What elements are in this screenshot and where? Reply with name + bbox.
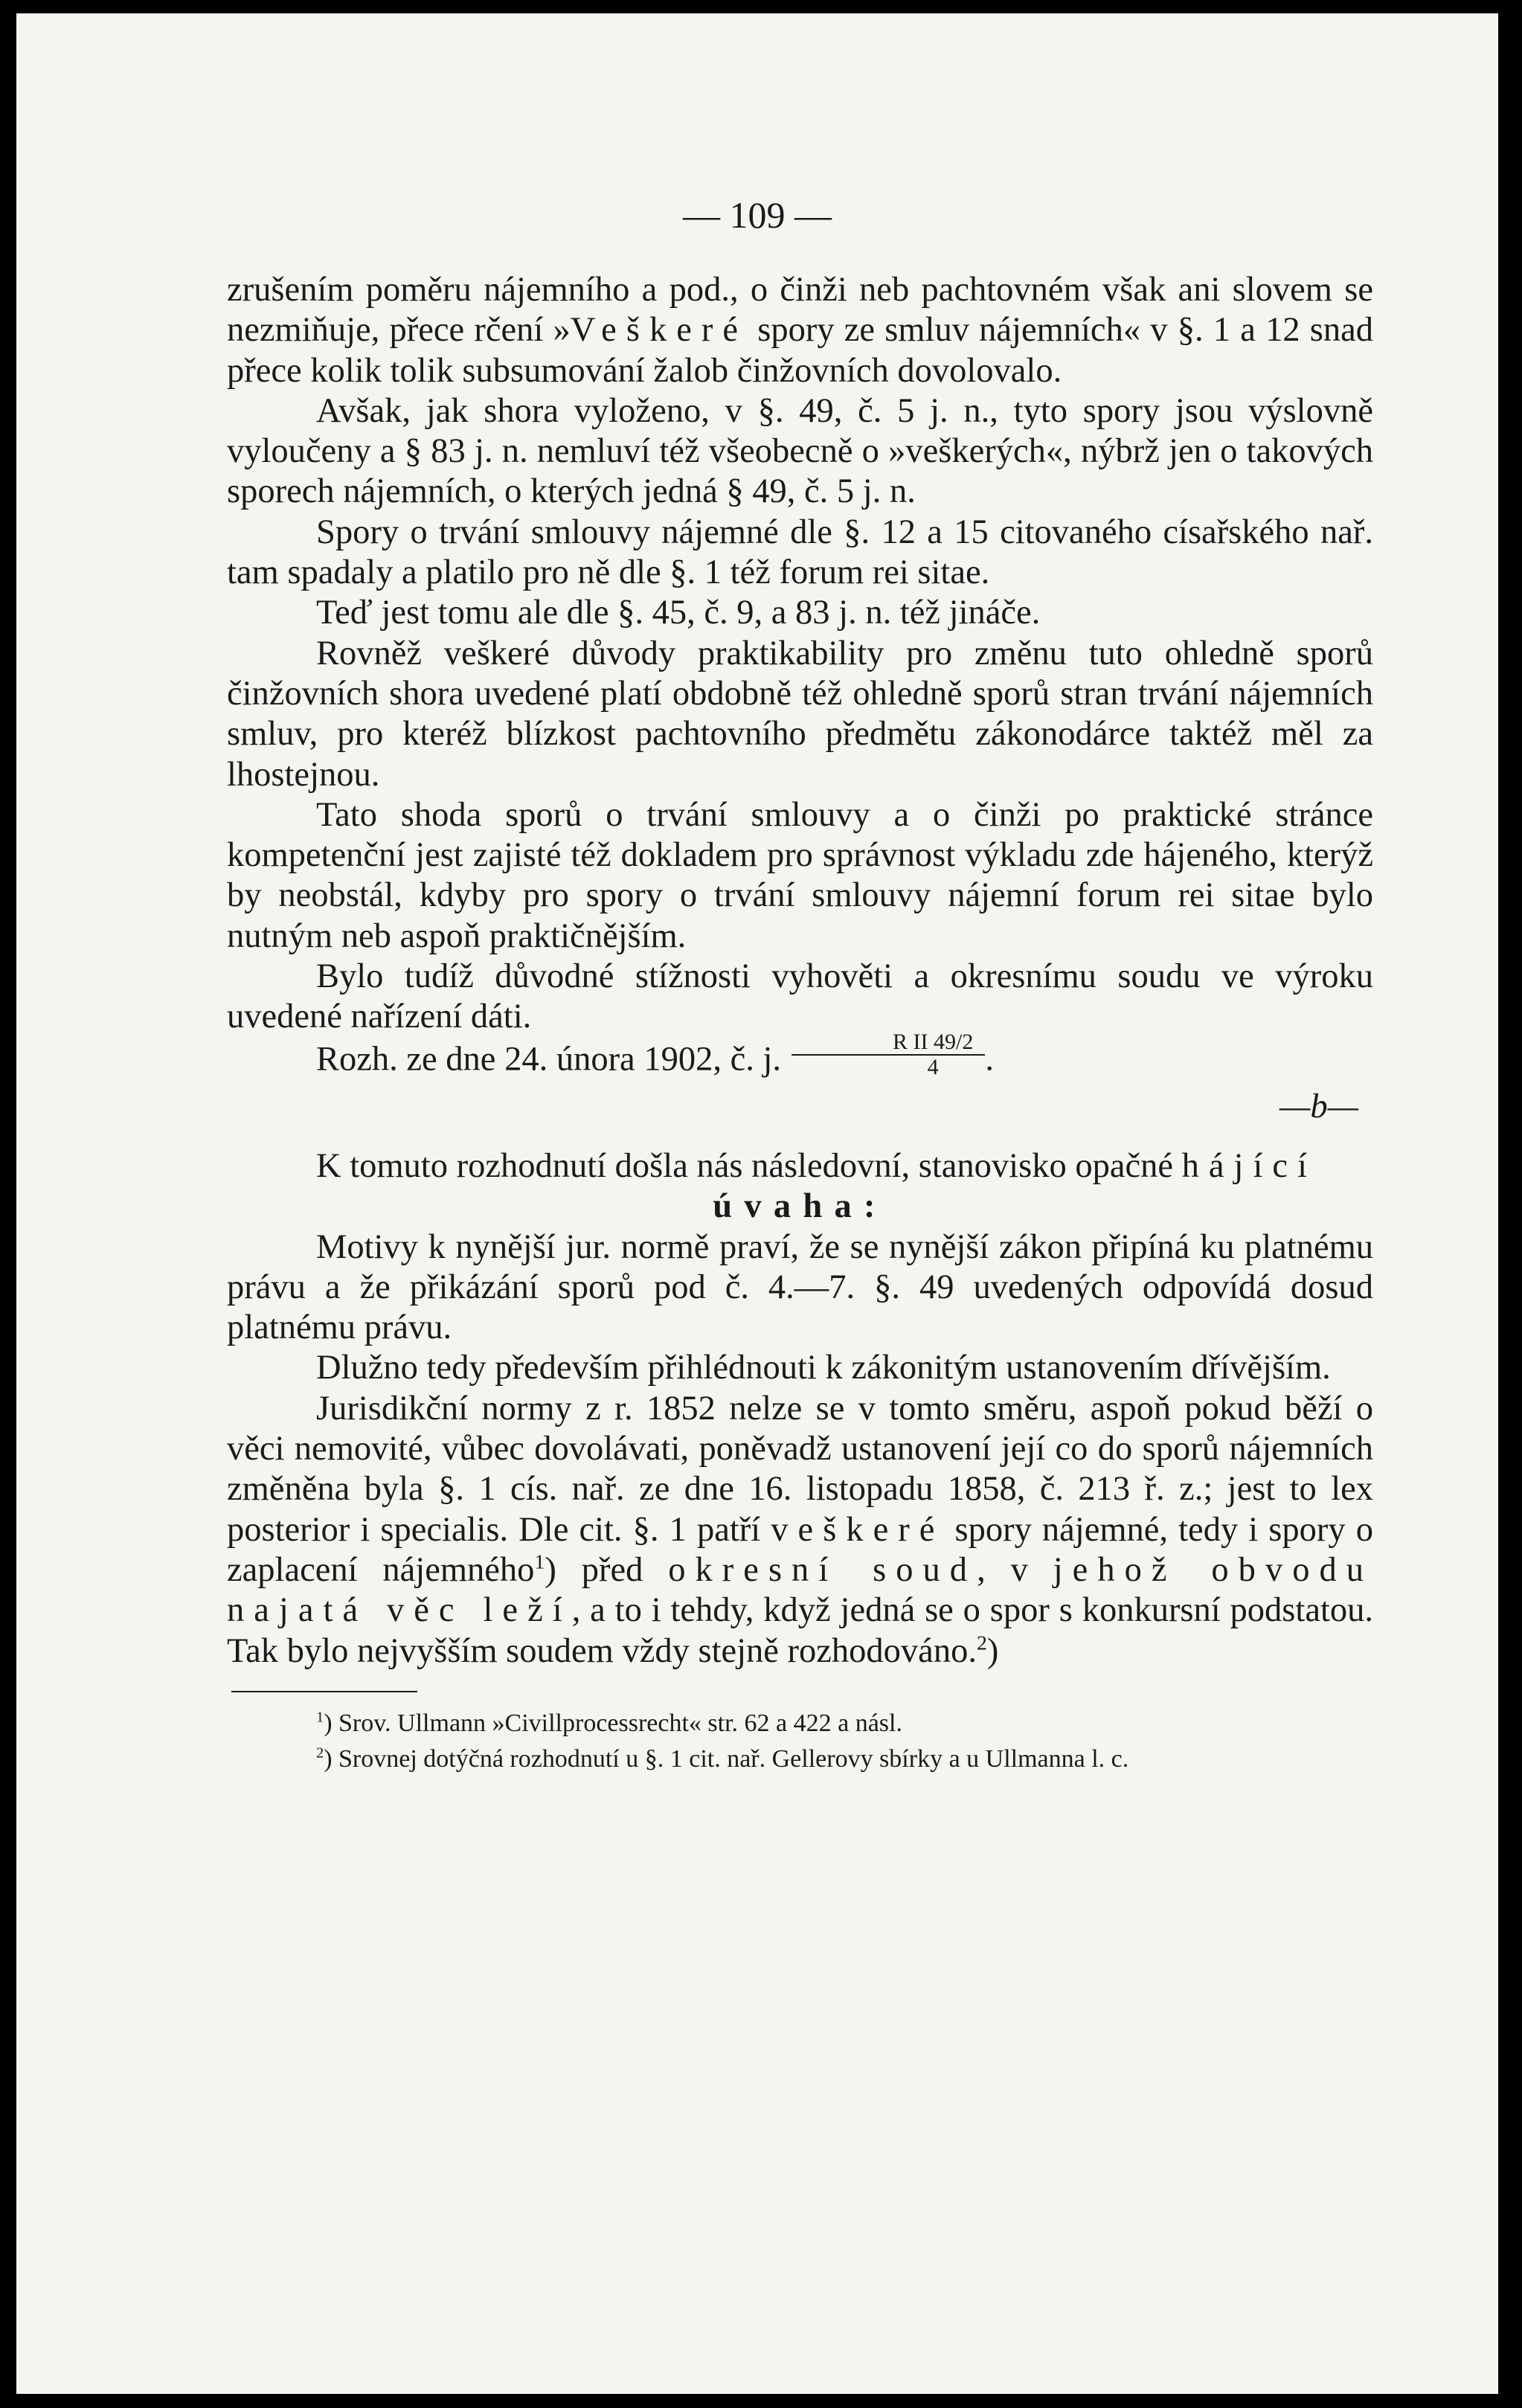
document-page — [16, 13, 1498, 2394]
footnote: $^1$) Srov. Ullmann »Civillprocessrecht« str. 62 a 422 a násl. — [316, 1709, 902, 1737]
paragraph: Rovněž veškeré důvody praktikability pro změnu tuto ohledně sporů činžovních shora uvedené platí obdobně též ohledně sporů stran trvání nájemních smluv, pro kteréž blízkost pachtovního předmětu zákonodárce taktéž měl za lhostejnou. — [227, 634, 1373, 794]
footnote-ref: 2 — [976, 1631, 987, 1654]
paragraph: Teď jest tomu ale dle §. 45, č. 9, a 83 j. n. též jináče. — [316, 594, 1041, 632]
footnotes — [227, 1706, 1373, 1777]
section-heading: úvaha: — [713, 1187, 887, 1226]
paragraph: Spory o trvání smlouvy nájemné dle §. 12 a 15 citovaného císařského nař. tam spadaly a platilo pro ně dle §. 1 též forum rei sitae. — [227, 513, 1373, 592]
body-text — [227, 270, 1373, 1777]
paragraph: Avšak, jak shora vyloženo, v §. 49, č. 5 j. n., tyto spory jsou výslovně vyloučeny a § 83 j. n. nemluví též všeobecně o »veškerých«, nýbrž jen o takových sporech nájemních, o kterých jedná § 49, č. 5 j. n. — [227, 391, 1373, 511]
paragraph: Bylo tudíž důvodné stížnosti vyhověti a okresnímu soudu ve výroku uvedené nařízení dáti. — [227, 957, 1373, 1036]
paragraph: Tato shoda sporů o trvání smlouvy a o činži po praktické stránce kompetenční jest zajisté též dokladem pro správnost výkladu zde hájeného, kterýž by neobstál, kdyby pro spory o trvání smlouvy nájemní forum rei sitae bylo nutným neb aspoň praktičnějším. — [227, 795, 1373, 955]
spaced-word: Veškeré — [570, 311, 748, 350]
paragraph-continued: zrušením poměru nájemního a pod., o činži neb pachtovném však ani slovem se nezmiňuje, přece rčení »Veškeré spory ze smluv nájemních« v §. 1 a 12 snad přece kolik tolik subsumování žalob činžovních dovolovalo. — [227, 271, 1373, 390]
intro-paragraph: K tomuto rozhodnutí došla nás následovní, stanovisko opačné hájící — [316, 1146, 1317, 1185]
signature: —b— — [1279, 1087, 1358, 1126]
paragraph-last: Jurisdikční normy z r. 1852 nelze se v tomto směru, aspoň pokud běží o věci nemovité, vůbec dovolávati, poněvadž ustanovení její co do sporů nájemních změněna byla §. 1 cís. nař. ze dne 16. listopadu 1858, č. 213 ř. z.; jest to lex posterior i specialis. Dle cit. §. 1 patří veškeré spory nájemné, tedy i spory o zaplacení nájemného$^1$) před okresní soud, v jehož obvodu najatá věc leží, a to i tehdy, když jedná se o spor s konkursní podstatou. Tak bylo nejvyšším soudem vždy stejně rozhodováno.$^2$) — [227, 1389, 1374, 1670]
footnote-ref: 1 — [534, 1550, 545, 1574]
decision-reference: Rozh. ze dne 24. února 1902, č. j. $\frac{\text{R II 49/2}}{4}$ . — [316, 1029, 994, 1079]
footnote-divider — [231, 1691, 417, 1692]
page-number: — 109 — — [683, 194, 832, 236]
footnote: $^2$) Srovnej dotýčná rozhodnutí u §. 1 cit. nař. Gellerovy sbírky a u Ullmanna l. c. — [316, 1744, 1129, 1773]
paragraph: Motivy k nynější jur. normě praví, že se nynější zákon připíná ku platnému právu a že přikázání sporů pod č. 4.—7. §. 49 uvedených odpovídá dosud platnému právu. — [227, 1227, 1373, 1347]
reference-fraction: $\frac{\text{R II 49/2}}{4}$ — [791, 1030, 985, 1079]
paragraph: Dlužno tedy především přihlédnouti k zákonitým ustanovením dřívějším. — [316, 1349, 1331, 1387]
